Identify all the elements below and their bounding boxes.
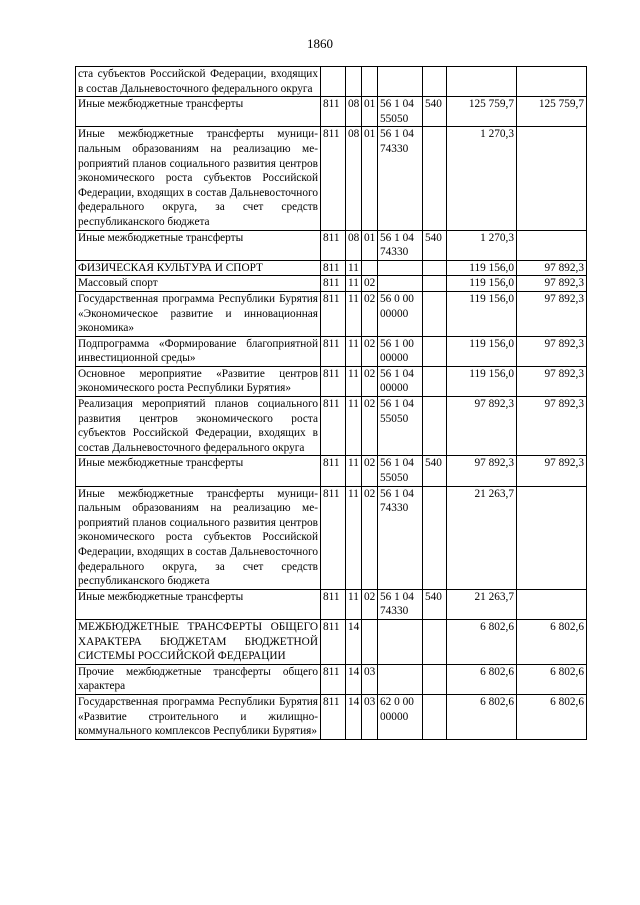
row-name-cell: Иные межбюджетные трансферты муниципальным образованиям на реализацию мероприятий планов социального развития центров экономического роста субъектов Российской Федерации, входящих в состав Дальневосточного федерального округа, за счет средств республиканского бюджета xyxy=(76,127,321,230)
expense-type-cell xyxy=(423,260,447,276)
amount-year1-cell: 119 156,0 xyxy=(447,260,517,276)
row-name-cell: ФИЗИЧЕСКАЯ КУЛЬТУРА И СПОРТ xyxy=(76,260,321,276)
subsection-code-cell: 01 xyxy=(362,97,378,127)
page-number: 1860 xyxy=(307,36,333,51)
grbs-code-cell xyxy=(321,67,346,97)
amount-year2-cell xyxy=(517,127,587,230)
target-article-cell: 56 1 04 55050 xyxy=(378,97,423,127)
expense-type-cell xyxy=(423,67,447,97)
grbs-code-cell: 811 xyxy=(321,260,346,276)
grbs-code-cell: 811 xyxy=(321,456,346,486)
amount-year2-cell: 97 892,3 xyxy=(517,276,587,292)
subsection-code-cell: 02 xyxy=(362,589,378,619)
amount-year1-cell: 97 892,3 xyxy=(447,397,517,456)
expense-type-cell xyxy=(423,664,447,694)
target-article-cell: 62 0 00 00000 xyxy=(378,694,423,739)
amount-year1-cell: 119 156,0 xyxy=(447,336,517,366)
expense-type-cell xyxy=(423,291,447,336)
subsection-code-cell xyxy=(362,619,378,664)
grbs-code-cell: 811 xyxy=(321,619,346,664)
section-code-cell: 11 xyxy=(346,276,362,292)
table-row xyxy=(76,230,587,260)
amount-year2-cell: 97 892,3 xyxy=(517,366,587,396)
amount-year1-cell: 125 759,7 xyxy=(447,97,517,127)
expense-type-cell xyxy=(423,694,447,739)
grbs-code-cell: 811 xyxy=(321,336,346,366)
subsection-code-cell: 02 xyxy=(362,276,378,292)
table-row xyxy=(76,619,587,664)
target-article-cell xyxy=(378,67,423,97)
expense-type-cell: 540 xyxy=(423,230,447,260)
expense-type-cell xyxy=(423,619,447,664)
target-article-cell: 56 0 00 00000 xyxy=(378,291,423,336)
amount-year1-cell: 1 270,3 xyxy=(447,230,517,260)
amount-year2-cell: 97 892,3 xyxy=(517,397,587,456)
target-article-cell xyxy=(378,664,423,694)
section-code-cell: 11 xyxy=(346,397,362,456)
section-code-cell: 11 xyxy=(346,366,362,396)
row-name-cell: Подпрограмма «Формирование благоприятной инвестиционной среды» xyxy=(76,336,321,366)
expense-type-cell xyxy=(423,486,447,589)
target-article-cell xyxy=(378,276,423,292)
table-row xyxy=(76,456,587,486)
amount-year1-cell xyxy=(447,67,517,97)
section-code-cell xyxy=(346,67,362,97)
budget-table xyxy=(75,66,587,740)
section-code-cell: 14 xyxy=(346,664,362,694)
subsection-code-cell: 01 xyxy=(362,127,378,230)
grbs-code-cell: 811 xyxy=(321,366,346,396)
target-article-cell: 56 1 04 74330 xyxy=(378,589,423,619)
expense-type-cell: 540 xyxy=(423,456,447,486)
amount-year2-cell xyxy=(517,486,587,589)
table-row xyxy=(76,694,587,739)
table-row xyxy=(76,366,587,396)
section-code-cell: 11 xyxy=(346,589,362,619)
amount-year1-cell: 119 156,0 xyxy=(447,276,517,292)
grbs-code-cell: 811 xyxy=(321,230,346,260)
amount-year1-cell: 6 802,6 xyxy=(447,664,517,694)
row-name-cell: Массовый спорт xyxy=(76,276,321,292)
table-row xyxy=(76,664,587,694)
amount-year2-cell: 6 802,6 xyxy=(517,619,587,664)
row-name-cell: Государственная программа Республики Бурятия «Развитие строительного и жилищно-коммунального комплексов Республики Бурятия» xyxy=(76,694,321,739)
grbs-code-cell: 811 xyxy=(321,97,346,127)
amount-year1-cell: 119 156,0 xyxy=(447,291,517,336)
amount-year1-cell: 97 892,3 xyxy=(447,456,517,486)
row-name-cell: Иные межбюджетные трансферты муниципальным образованиям на реализацию мероприятий планов социального развития центров экономического роста субъектов Российской Федерации, входящих в состав Дальневосточного федерального округа, за счет средств республиканского бюджета xyxy=(76,486,321,589)
expense-type-cell xyxy=(423,366,447,396)
row-name-cell: МЕЖБЮДЖЕТНЫЕ ТРАНСФЕРТЫ ОБЩЕГО ХАРАКТЕРА БЮДЖЕТАМ БЮДЖЕТНОЙ СИСТЕМЫ РОССИЙСКОЙ ФЕДЕРАЦИИ xyxy=(76,619,321,664)
target-article-cell: 56 1 04 74330 xyxy=(378,230,423,260)
expense-type-cell xyxy=(423,276,447,292)
table-row xyxy=(76,97,587,127)
row-name-cell: Реализация мероприятий планов социального развития центров экономического роста субъектов Российской Федерации, входящих в состав Дальневосточного федерального округа xyxy=(76,397,321,456)
target-article-cell xyxy=(378,260,423,276)
amount-year2-cell: 97 892,3 xyxy=(517,260,587,276)
amount-year2-cell xyxy=(517,589,587,619)
subsection-code-cell: 03 xyxy=(362,694,378,739)
target-article-cell: 56 1 04 74330 xyxy=(378,127,423,230)
amount-year1-cell: 6 802,6 xyxy=(447,694,517,739)
grbs-code-cell: 811 xyxy=(321,276,346,292)
grbs-code-cell: 811 xyxy=(321,486,346,589)
amount-year2-cell: 6 802,6 xyxy=(517,694,587,739)
grbs-code-cell: 811 xyxy=(321,127,346,230)
grbs-code-cell: 811 xyxy=(321,664,346,694)
target-article-cell xyxy=(378,619,423,664)
subsection-code-cell: 02 xyxy=(362,456,378,486)
subsection-code-cell: 01 xyxy=(362,230,378,260)
section-code-cell: 11 xyxy=(346,456,362,486)
subsection-code-cell xyxy=(362,67,378,97)
amount-year2-cell: 97 892,3 xyxy=(517,336,587,366)
section-code-cell: 14 xyxy=(346,694,362,739)
section-code-cell: 11 xyxy=(346,486,362,589)
row-name-cell: Иные межбюджетные трансферты xyxy=(76,456,321,486)
amount-year1-cell: 119 156,0 xyxy=(447,366,517,396)
grbs-code-cell: 811 xyxy=(321,589,346,619)
amount-year2-cell: 125 759,7 xyxy=(517,97,587,127)
amount-year2-cell xyxy=(517,230,587,260)
row-name-cell: ста субъектов Российской Федерации, входящих в состав Дальневосточного федерального округа xyxy=(76,67,321,97)
target-article-cell: 56 1 04 55050 xyxy=(378,456,423,486)
table-row xyxy=(76,260,587,276)
amount-year2-cell: 6 802,6 xyxy=(517,664,587,694)
subsection-code-cell: 02 xyxy=(362,366,378,396)
table-row xyxy=(76,67,587,97)
grbs-code-cell: 811 xyxy=(321,694,346,739)
amount-year1-cell: 1 270,3 xyxy=(447,127,517,230)
section-code-cell: 08 xyxy=(346,97,362,127)
section-code-cell: 08 xyxy=(346,230,362,260)
target-article-cell: 56 1 04 00000 xyxy=(378,366,423,396)
amount-year1-cell: 21 263,7 xyxy=(447,589,517,619)
grbs-code-cell: 811 xyxy=(321,397,346,456)
section-code-cell: 14 xyxy=(346,619,362,664)
amount-year2-cell: 97 892,3 xyxy=(517,456,587,486)
target-article-cell: 56 1 04 55050 xyxy=(378,397,423,456)
table-row xyxy=(76,276,587,292)
table-row xyxy=(76,397,587,456)
amount-year1-cell: 6 802,6 xyxy=(447,619,517,664)
table-row xyxy=(76,127,587,230)
row-name-cell: Иные межбюджетные трансферты xyxy=(76,589,321,619)
subsection-code-cell: 02 xyxy=(362,397,378,456)
section-code-cell: 11 xyxy=(346,260,362,276)
subsection-code-cell: 02 xyxy=(362,486,378,589)
expense-type-cell xyxy=(423,336,447,366)
row-name-cell: Прочие межбюджетные трансферты общего характера xyxy=(76,664,321,694)
section-code-cell: 08 xyxy=(346,127,362,230)
target-article-cell: 56 1 04 74330 xyxy=(378,486,423,589)
expense-type-cell xyxy=(423,397,447,456)
expense-type-cell: 540 xyxy=(423,589,447,619)
amount-year1-cell: 21 263,7 xyxy=(447,486,517,589)
section-code-cell: 11 xyxy=(346,291,362,336)
expense-type-cell: 540 xyxy=(423,97,447,127)
row-name-cell: Иные межбюджетные трансферты xyxy=(76,97,321,127)
subsection-code-cell: 02 xyxy=(362,336,378,366)
table-row xyxy=(76,291,587,336)
subsection-code-cell: 02 xyxy=(362,291,378,336)
grbs-code-cell: 811 xyxy=(321,291,346,336)
target-article-cell: 56 1 00 00000 xyxy=(378,336,423,366)
subsection-code-cell xyxy=(362,260,378,276)
row-name-cell: Основное мероприятие «Развитие центров экономического роста Республики Бурятия» xyxy=(76,366,321,396)
expense-type-cell xyxy=(423,127,447,230)
subsection-code-cell: 03 xyxy=(362,664,378,694)
section-code-cell: 11 xyxy=(346,336,362,366)
table-row xyxy=(76,486,587,589)
row-name-cell: Иные межбюджетные трансферты xyxy=(76,230,321,260)
amount-year2-cell: 97 892,3 xyxy=(517,291,587,336)
table-row xyxy=(76,336,587,366)
amount-year2-cell xyxy=(517,67,587,97)
table-row xyxy=(76,589,587,619)
row-name-cell: Государственная программа Республики Бурятия «Экономическое развитие и инновационная экономика» xyxy=(76,291,321,336)
